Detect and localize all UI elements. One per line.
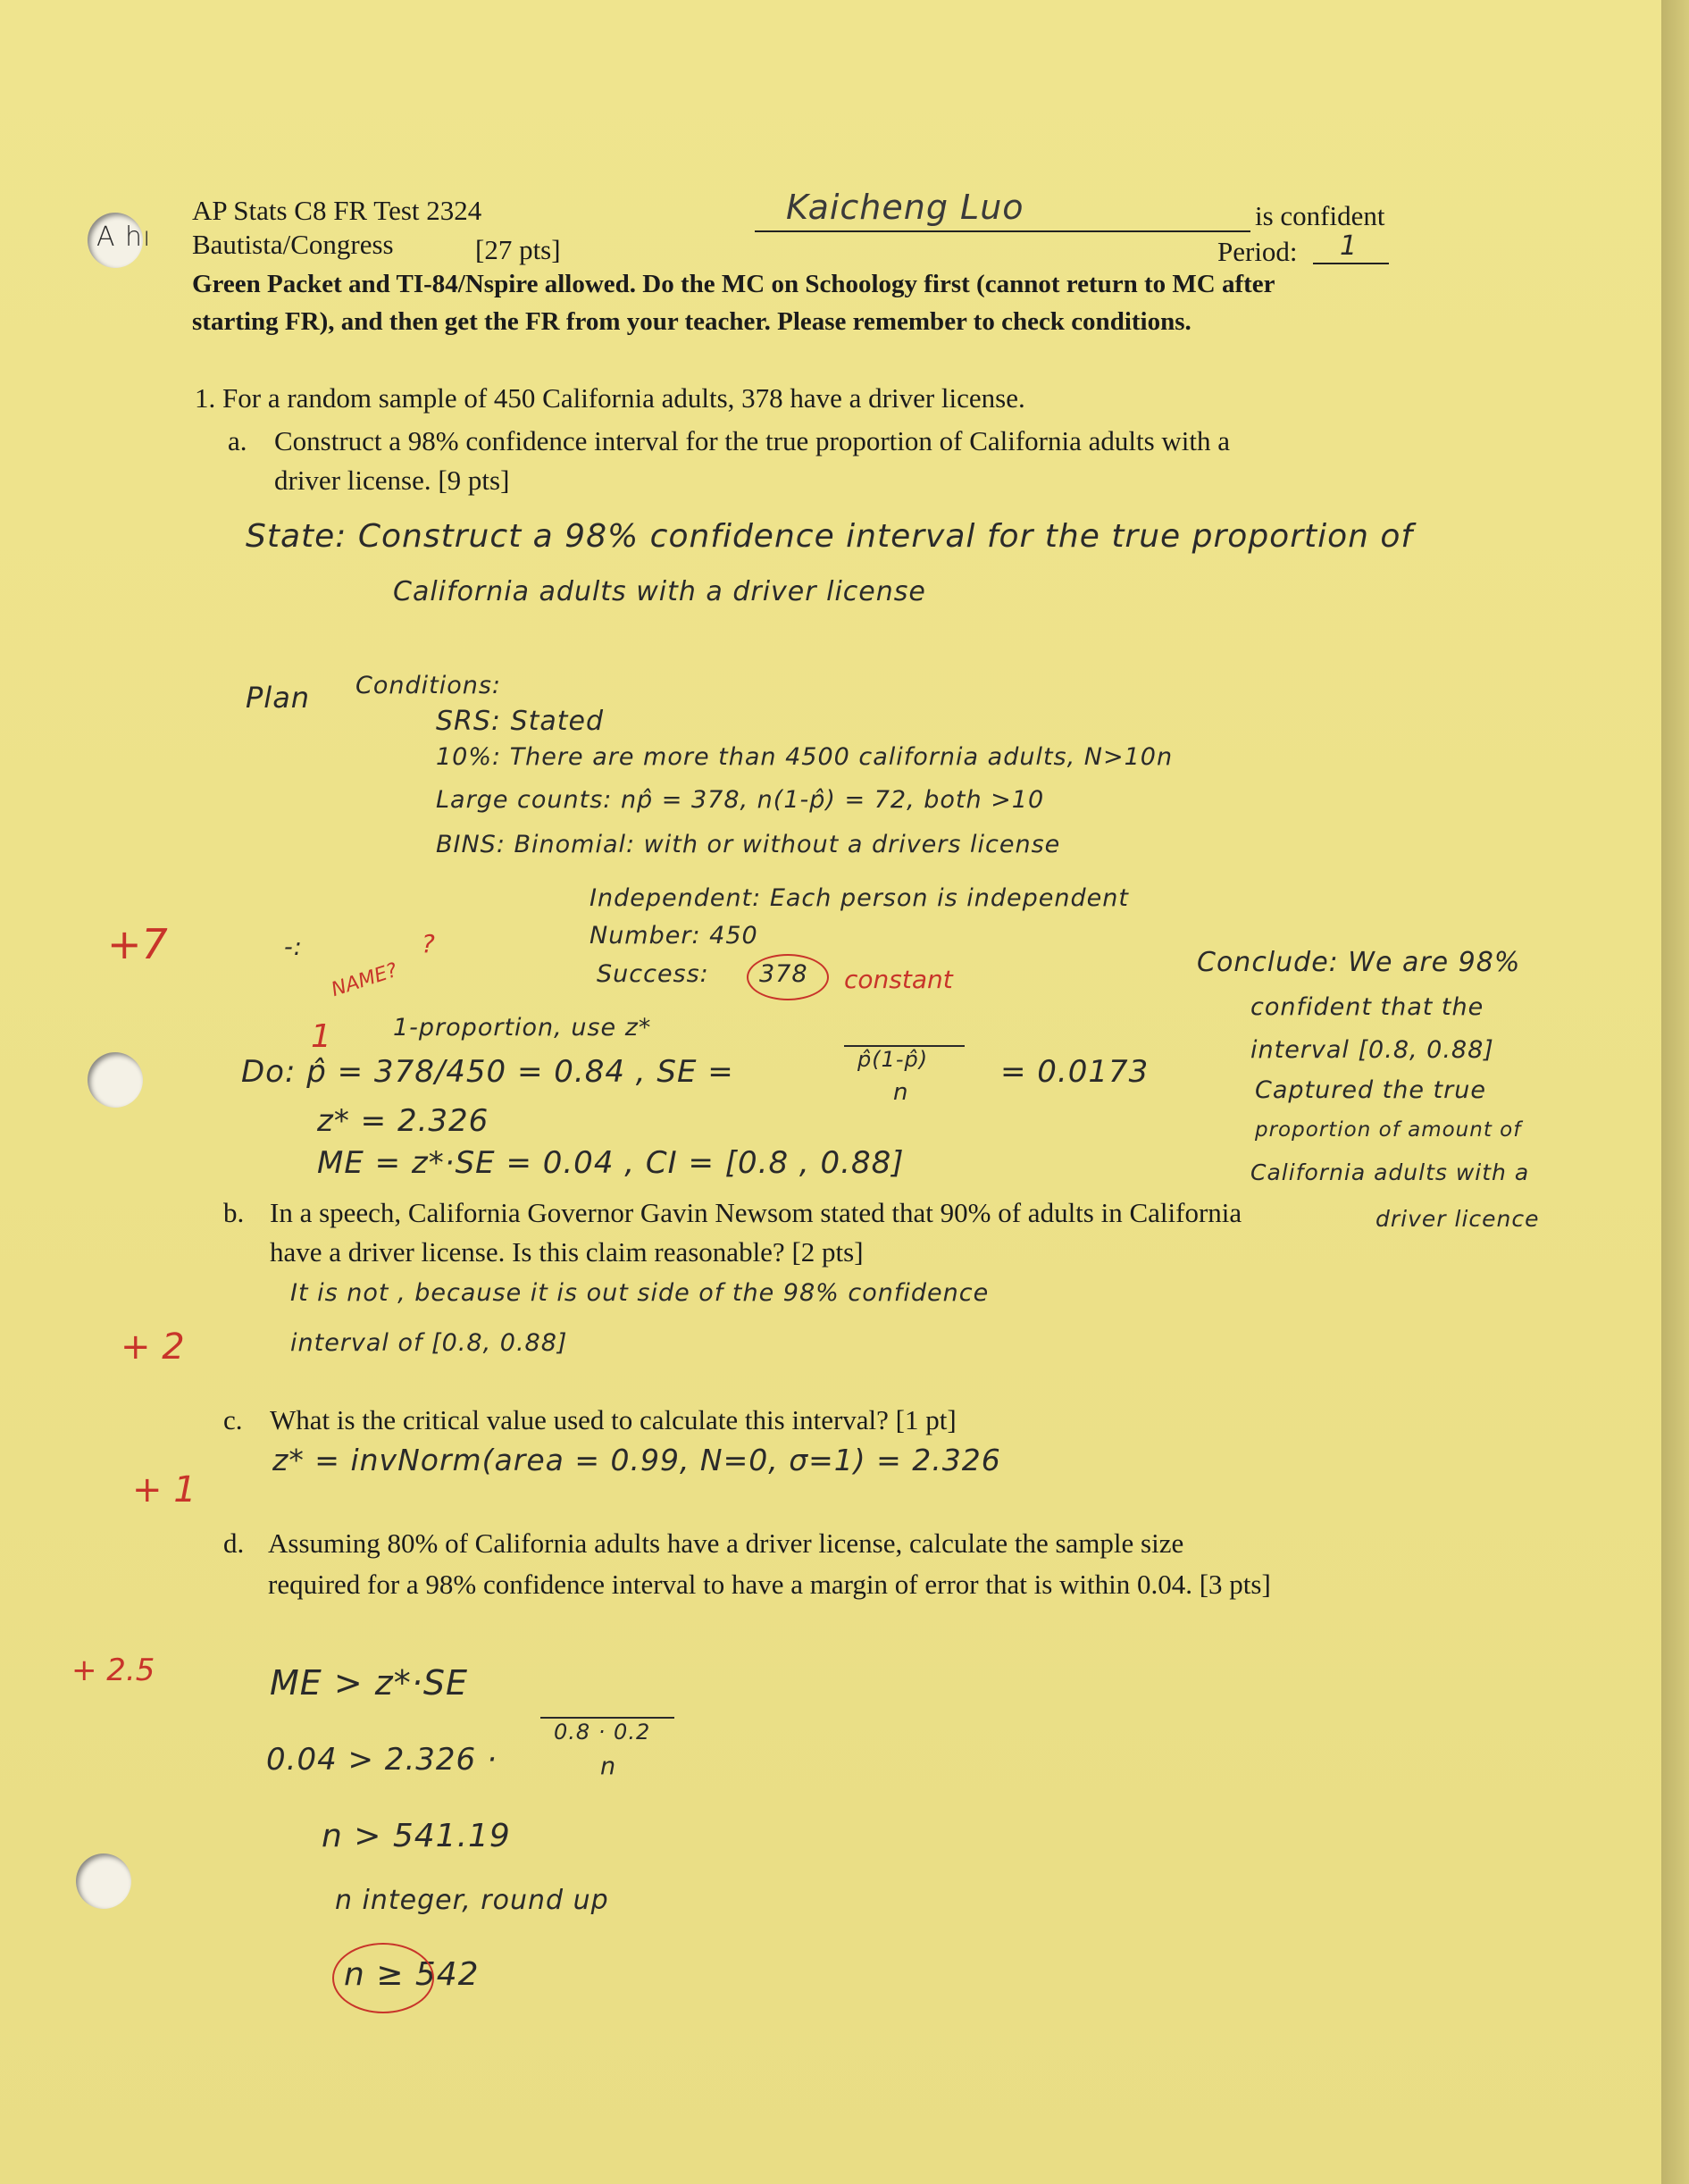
- answer-d-line-5: n ≥ 542: [344, 1956, 480, 1993]
- question-1b-label: b.: [223, 1197, 245, 1228]
- margin-note: A hı: [96, 222, 152, 253]
- answer-a-success-note: constant: [844, 965, 953, 994]
- period-label: Period:: [1217, 236, 1298, 267]
- answer-a-conclude-6: California adults with a: [1250, 1159, 1530, 1185]
- answer-d-line-4: n integer, round up: [335, 1885, 609, 1916]
- question-1c-text: What is the critical value used to calculate this interval? [1 pt]: [270, 1404, 957, 1435]
- answer-a-me-ci: ME = z*·SE = 0.04 , CI = [0.8 , 0.88]: [317, 1145, 905, 1181]
- period-line: [1313, 263, 1389, 264]
- question-1d-label: d.: [223, 1527, 245, 1559]
- answer-a-success-value: 378: [759, 960, 808, 988]
- score-a: +7: [107, 920, 168, 968]
- question-1c-label: c.: [223, 1404, 243, 1435]
- name-line: [755, 230, 1250, 232]
- answer-a-bins: BINS: Binomial: with or without a drivers license: [436, 831, 1061, 858]
- question-mark: ?: [422, 929, 435, 958]
- answer-a-z-star: z* = 2.326: [317, 1103, 489, 1139]
- answer-a-conclude-2: confident that the: [1250, 993, 1484, 1021]
- score-c: + 1: [132, 1469, 196, 1510]
- answer-d-line-2: 0.04 > 2.326 ·: [266, 1742, 498, 1778]
- question-1a-text-2: driver license. [9 pts]: [274, 464, 510, 496]
- answer-a-conditions: Conditions:: [355, 672, 502, 699]
- answer-b-line-2: interval of [0.8, 0.88]: [290, 1329, 568, 1357]
- answer-a-se-value: = 0.0173: [1000, 1054, 1150, 1090]
- answer-a-conclude-5: proportion of amount of: [1255, 1118, 1522, 1142]
- score-d: + 2.5: [71, 1653, 155, 1688]
- answer-a-sqrt-den: n: [893, 1079, 909, 1106]
- answer-a-sqrt-bar: [844, 1045, 965, 1047]
- question-1a-text-1: Construct a 98% confidence interval for the true proportion of California adults with a: [274, 425, 1231, 456]
- answer-a-success-label: Success:: [597, 960, 709, 988]
- name-note: NAME?: [328, 958, 401, 1002]
- question-1-stem: 1. For a random sample of 450 California adults, 378 have a driver license.: [195, 382, 1025, 414]
- answer-a-number: Number: 450: [589, 922, 758, 950]
- punch-hole-bottom: [76, 1853, 131, 1909]
- answer-a-srs: SRS: Stated: [436, 706, 605, 737]
- answer-c-line: z* = invNorm(area = 0.99, N=0, σ=1) = 2.326: [272, 1443, 1001, 1477]
- answer-a-conclude-4: Captured the true: [1255, 1076, 1486, 1104]
- answer-d-sqrt-bar: [540, 1717, 674, 1719]
- answer-a-sqrt-num: p̂(1-p̂): [857, 1047, 929, 1072]
- answer-a-do: Do: p̂ = 378/450 = 0.84 , SE =: [241, 1054, 734, 1090]
- answer-d-sqrt-num: 0.8 · 0.2: [554, 1720, 651, 1745]
- answer-d-sqrt-den: n: [600, 1753, 617, 1780]
- period-value: 1: [1340, 230, 1359, 262]
- answer-a-plan: Plan: [246, 681, 311, 715]
- answer-a-independent: Independent: Each person is independent: [589, 884, 1129, 912]
- question-1a-label: a.: [228, 425, 247, 456]
- final-answer-circle: [332, 1943, 434, 2013]
- answer-d-line-1: ME > z*·SE: [270, 1663, 468, 1703]
- question-1d-text-2: required for a 98% confidence interval to have a margin of error that is within 0.04. [3 pts]: [268, 1569, 1271, 1600]
- answer-a-conclude-3: interval [0.8, 0.88]: [1250, 1036, 1494, 1064]
- answer-b-line-1: It is not , because it is out side of the 98% confidence: [290, 1279, 990, 1307]
- teachers: Bautista/Congress: [192, 229, 394, 260]
- answer-a-conclude-7: driver licence: [1375, 1206, 1540, 1232]
- score-b: + 2: [121, 1326, 185, 1368]
- punch-hole-middle: [88, 1052, 143, 1108]
- answer-a-state-2: California adults with a driver license: [393, 576, 926, 607]
- confident-text: is confident: [1255, 200, 1385, 231]
- answer-a-ten-percent: 10%: There are more than 4500 california adults, N>10n: [436, 743, 1174, 771]
- answer-d-line-3: n > 541.19: [322, 1818, 511, 1854]
- answer-a-large-counts: Large counts: np̂ = 378, n(1-p̂) = 72, both >10: [436, 786, 1045, 814]
- arrow-mark: 1: [311, 1018, 331, 1055]
- answer-a-one-prop: 1-proportion, use z*: [393, 1014, 652, 1042]
- answer-a-conclude-1: Conclude: We are 98%: [1197, 947, 1521, 978]
- instructions-line-2: starting FR), and then get the FR from your teacher. Please remember to check conditions.: [192, 307, 1191, 336]
- colon-mark: -:: [284, 933, 303, 961]
- answer-a-state-1: State: Construct a 98% confidence interval for the true proportion of: [246, 518, 1414, 555]
- success-circle: [747, 954, 829, 1000]
- question-1b-text-2: have a driver license. Is this claim reasonable? [2 pts]: [270, 1236, 864, 1268]
- question-1b-text-1: In a speech, California Governor Gavin Newsom stated that 90% of adults in California: [270, 1197, 1242, 1228]
- total-points: [27 pts]: [475, 234, 561, 265]
- paper-edge: [1661, 0, 1689, 2184]
- question-1d-text-1: Assuming 80% of California adults have a driver license, calculate the sample size: [268, 1527, 1184, 1559]
- test-title: AP Stats C8 FR Test 2324: [192, 195, 482, 226]
- student-name: Kaicheng Luo: [786, 188, 1024, 227]
- instructions-line-1: Green Packet and TI-84/Nspire allowed. Do the MC on Schoology first (cannot return to MC after: [192, 270, 1275, 298]
